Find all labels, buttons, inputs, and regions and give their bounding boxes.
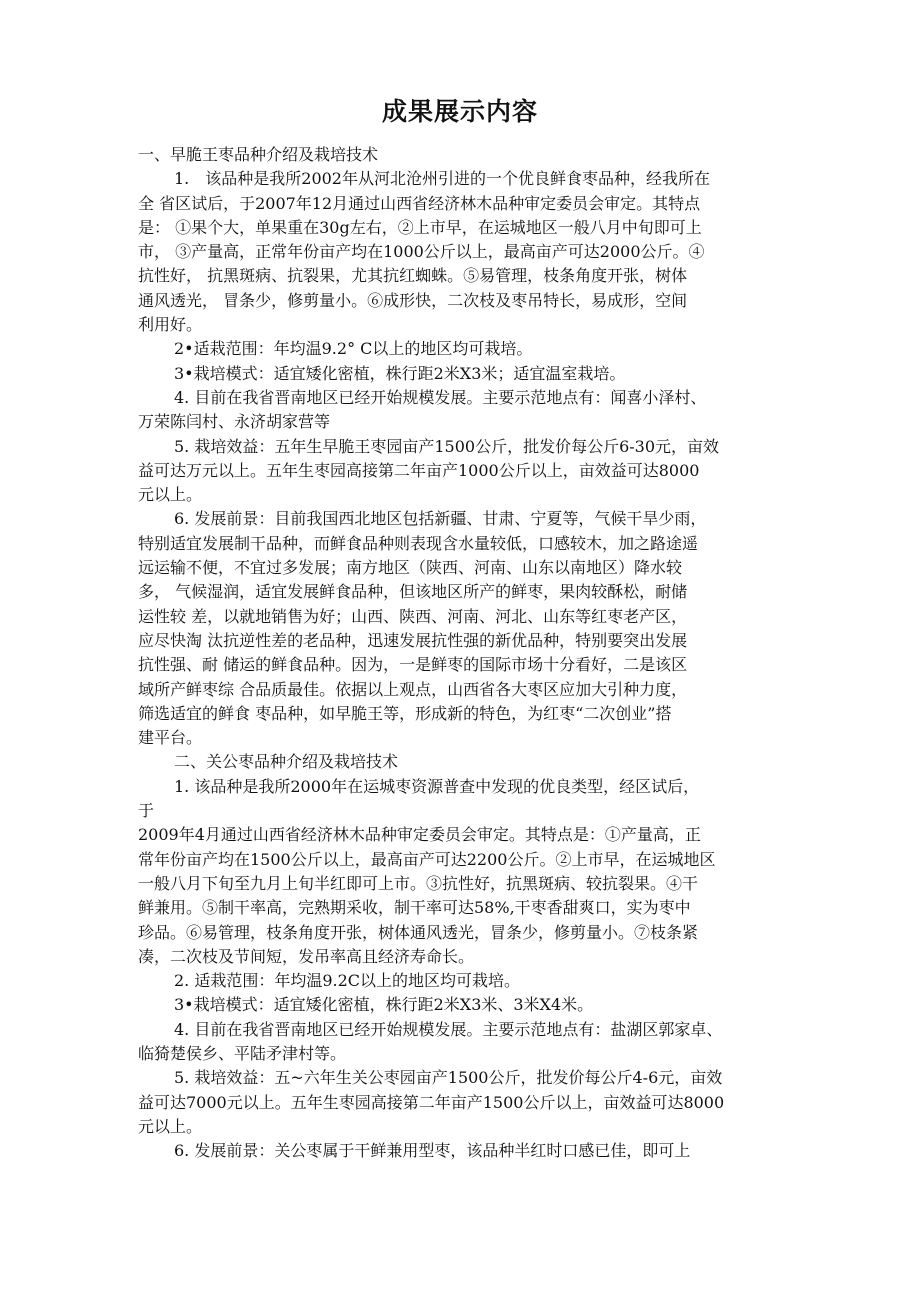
text-line: 一般八月下旬至九月上旬半红即可上市。③抗性好，抗黑斑病、较抗裂果。④干	[138, 873, 699, 893]
text-line: 多， 气候湿润，适宜发展鲜食品种，但该地区所产的鲜枣，果肉较酥松，耐储	[138, 582, 688, 602]
text-line: 3•栽培模式：适宜矮化密植，株行距2米X3米；适宜温室栽培。	[174, 363, 626, 383]
text-line: 5. 栽培效益：五~六年生关公枣园亩产1500公斤，批发价每公斤4-6元，亩效	[174, 1068, 723, 1088]
text-line: 常年份亩产均在1500公斤以上，最高亩产可达2200公斤。②上市早，在运城地区	[138, 849, 716, 869]
text-line: 运性较 差，以就地销售为好；山西、陕西、河南、河北、山东等红枣老产区，	[138, 606, 688, 626]
text-line: 6. 发展前景：目前我国西北地区包括新疆、甘肃、宁夏等，气候干旱少雨，	[174, 509, 707, 529]
text-line: 4. 目前在我省晋南地区已经开始规模发展。主要示范地点有：盐湖区郭家卓、	[174, 1019, 723, 1039]
text-line: 鲜兼用。⑤制干率高，完熟期采收，制干率可达58%,干枣香甜爽口，实为枣中	[138, 898, 691, 918]
text-line: 6. 发展前景：关公枣属于干鲜兼用型枣，该品种半红时口感已佳，即可上	[174, 1141, 691, 1161]
text-line: 是： ①果个大，单果重在30g左右，②上市早，在运城地区一般八月中旬即可上	[138, 217, 702, 237]
text-line: 全 省区试后，于2007年12月通过山西省经济林木品种审定委员会审定。其特点	[138, 193, 701, 213]
text-line: 1. 该品种是我所2002年从河北沧州引进的一个优良鲜食枣品种，经我所在	[174, 169, 710, 189]
text-line: 建平台。	[138, 728, 203, 748]
text-line: 临猗楚侯乡、平陆矛津村等。	[138, 1043, 347, 1063]
text-line: 益可达7000元以上。五年生枣园高接第二年亩产1500公斤以上，亩效益可达8000	[138, 1092, 725, 1112]
text-line: 远运输不便，不宜过多发展；南方地区（陕西、河南、山东以南地区）降水较	[138, 558, 683, 578]
text-line: 2009年4月通过山西省经济林木品种审定委员会审定。其特点是：①产量高，正	[138, 825, 701, 845]
text-line: 一、早脆王枣品种介绍及栽培技术	[138, 145, 379, 164]
text-line: 通风透光， 冒条少，修剪量小。⑥成形快，二次枝及枣吊特长，易成形，空间	[138, 290, 688, 310]
text-line: 市， ③产量高，正常年份亩产均在1000公斤以上，最高亩产可达2000公斤。④	[138, 242, 705, 262]
text-line: 元以上。	[138, 485, 203, 505]
text-line: 1. 该品种是我所2000年在运城枣资源普查中发现的优良类型，经区试后，	[174, 776, 700, 796]
text-line: 二、关公枣品种介绍及栽培技术	[174, 752, 399, 772]
document-body	[138, 143, 818, 1163]
text-line: 益可达万元以上。五年生枣园高接第二年亩产1000公斤以上，亩效益可达8000	[138, 460, 700, 480]
text-line: 抗性强、耐 储运的鲜食品种。因为，一是鲜枣的国际市场十分看好，二是该区	[138, 655, 688, 675]
text-line: 利用好。	[138, 315, 203, 335]
text-line: 万荣陈闫村、永济胡家营等	[138, 412, 331, 432]
text-line: 4. 目前在我省晋南地区已经开始规模发展。主要示范地点有：闻喜小泽村、	[174, 387, 707, 407]
text-line: 3•栽培模式：适宜矮化密植，株行距2米X3米、3米X4米。	[174, 995, 594, 1015]
text-line: 应尽快淘 汰抗逆性差的老品种，迅速发展抗性强的新优品种，特别要突出发展	[138, 630, 688, 650]
page-title: 成果展示内容	[381, 97, 538, 126]
text-line: 抗性好， 抗黑斑病、抗裂果，尤其抗红蜘蛛。⑤易管理，枝条角度开张，树体	[138, 266, 688, 286]
text-line: 域所产鲜枣综 合品质最佳。依据以上观点，山西省各大枣区应加大引种力度，	[138, 679, 688, 699]
text-line: 筛选适宜的鲜食 枣品种，如早脆王等，形成新的特色，为红枣“二次创业”搭	[138, 703, 672, 723]
text-line: 2. 适栽范围：年均温9.2C以上的地区均可栽培。	[174, 971, 521, 991]
text-line: 元以上。	[138, 1116, 203, 1136]
text-line: 珍品。⑥易管理，枝条角度开张，树体通风透光，冒条少，修剪量小。⑦枝条紧	[138, 922, 699, 942]
text-line: 5. 栽培效益：五年生早脆王枣园亩产1500公斤，批发价每公斤6-30元，亩效	[174, 436, 720, 456]
text-line: 特别适宜发展制干品种，而鲜食品种则表现含水量较低，口感较木，加之路途遥	[138, 533, 699, 553]
text-line: 凑，二次枝及节间短，发吊率高且经济寿命长。	[138, 946, 475, 966]
text-line: 于	[138, 801, 155, 821]
text-line: 2•适栽范围：年均温9.2° C以上的地区均可栽培。	[174, 339, 533, 359]
